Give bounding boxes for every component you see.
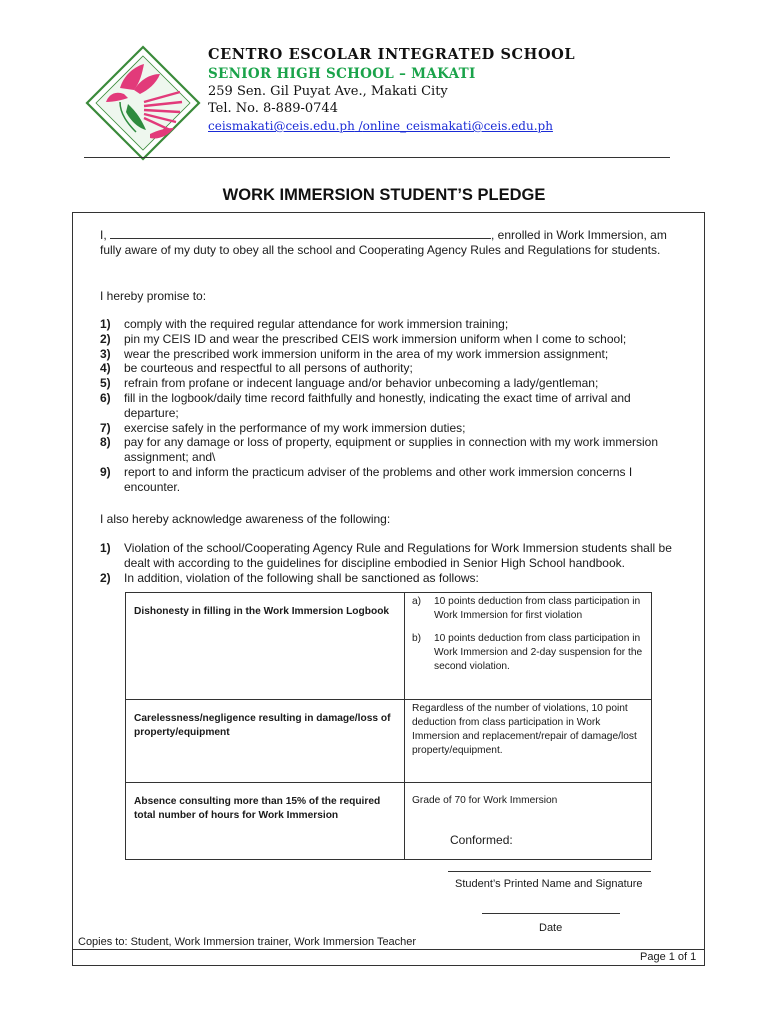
list-item: 5) refrain from profane or indecent language and/or behavior unbecoming a lady/gentleman; xyxy=(100,376,599,391)
signature-label: Student’s Printed Name and Signature xyxy=(455,878,643,890)
promise-list xyxy=(100,317,684,495)
list-item: 7) exercise safely in the performance of my work immersion duties; xyxy=(100,420,466,435)
list-item: 1) comply with the required regular attendance for work immersion training; xyxy=(100,317,509,331)
table-row xyxy=(126,783,652,860)
student-name-blank[interactable] xyxy=(110,228,491,239)
school-name: CENTRO ESCOLAR INTEGRATED SCHOOL xyxy=(208,46,576,63)
date-line[interactable] xyxy=(482,913,620,914)
school-division: SENIOR HIGH SCHOOL – MAKATI xyxy=(208,66,476,82)
email-separator: / xyxy=(354,119,363,133)
email-link-online[interactable]: online_ceismakati@ceis.edu.ph xyxy=(362,119,553,133)
list-item: 1) Violation of the school/Cooperating Agency Rule and Regulations for Work Immersion students shall be dealt with according to the guidelines for discipline embodied in Senior High School handbook. xyxy=(100,541,672,570)
list-item: 2) In addition, violation of the following shall be sanctioned as follows: xyxy=(100,570,479,585)
list-item: 8) pay for any damage or loss of property, equipment or supplies in connection with my work immersion assignment; and\ xyxy=(100,435,659,465)
list-item: 6) fill in the logbook/daily time record faithfully and honestly, indicating the exact time of arrival and departure; xyxy=(100,390,631,420)
header-divider xyxy=(84,157,670,158)
sanction-cell: Regardless of the number of violations, 10 point deduction from class participation in Work Immersion and replacement/repair of damage/lost property/equipment. xyxy=(405,700,652,783)
table-row xyxy=(126,700,652,783)
violation-cell: Carelessness/negligence resulting in damage/loss of property/equipment xyxy=(126,700,405,783)
date-label: Date xyxy=(539,922,563,934)
list-item: 2) pin my CEIS ID and wear the prescribed CEIS work immersion uniform when I come to school; xyxy=(100,331,627,346)
document-title: WORK IMMERSION STUDENT’S PLEDGE xyxy=(222,186,546,204)
promise-lead: I hereby promise to: xyxy=(100,289,207,303)
school-seal-icon xyxy=(84,44,202,162)
sanction-option: b) 10 points deduction from class participation in Work Immersion and 2-day suspension for the second violation. xyxy=(412,633,643,672)
page-number: Page 1 of 1 xyxy=(640,951,697,963)
list-item: 4) be courteous and respectful to all persons of authority; xyxy=(100,361,413,376)
conformed-label: Conformed: xyxy=(450,833,513,847)
violation-cell: Absence consulting more than 15% of the required total number of hours for Work Immersion xyxy=(126,783,405,860)
table-row xyxy=(126,593,652,700)
sanction-cell: Grade of 70 for Work Immersion xyxy=(405,783,652,860)
intro-suffix: , enrolled in Work Immersion, am fully aware of my duty to obey all the school and Cooperating Agency Rules and Regulations for students. xyxy=(100,228,667,257)
intro-paragraph xyxy=(100,228,684,258)
list-item: 3) wear the prescribed work immersion uniform in the area of my work immersion assignment; xyxy=(100,346,609,361)
sanction-cell xyxy=(405,593,652,700)
list-item: 9) report to and inform the practicum adviser of the problems and other work immersion concerns I encounter. xyxy=(100,464,633,494)
footer-divider xyxy=(72,949,705,950)
awareness-list xyxy=(100,541,684,585)
sanction-option: a) 10 points deduction from class participation in Work Immersion for first violation xyxy=(412,596,641,621)
sanctions-table xyxy=(125,592,652,860)
violation-cell: Dishonesty in filling in the Work Immersion Logbook xyxy=(126,593,405,700)
email-link-primary[interactable]: ceismakati@ceis.edu.ph xyxy=(208,119,355,133)
signature-line[interactable] xyxy=(448,871,651,872)
intro-prefix: I, xyxy=(100,228,107,242)
copies-note: Copies to: Student, Work Immersion trainer, Work Immersion Teacher xyxy=(78,936,417,948)
school-address: 259 Sen. Gil Puyat Ave., Makati City xyxy=(208,84,448,99)
school-emails xyxy=(208,119,553,133)
school-telephone: Tel. No. 8-889-0744 xyxy=(208,101,338,116)
school-logo xyxy=(84,44,202,162)
awareness-lead: I also hereby acknowledge awareness of the following: xyxy=(100,512,391,526)
